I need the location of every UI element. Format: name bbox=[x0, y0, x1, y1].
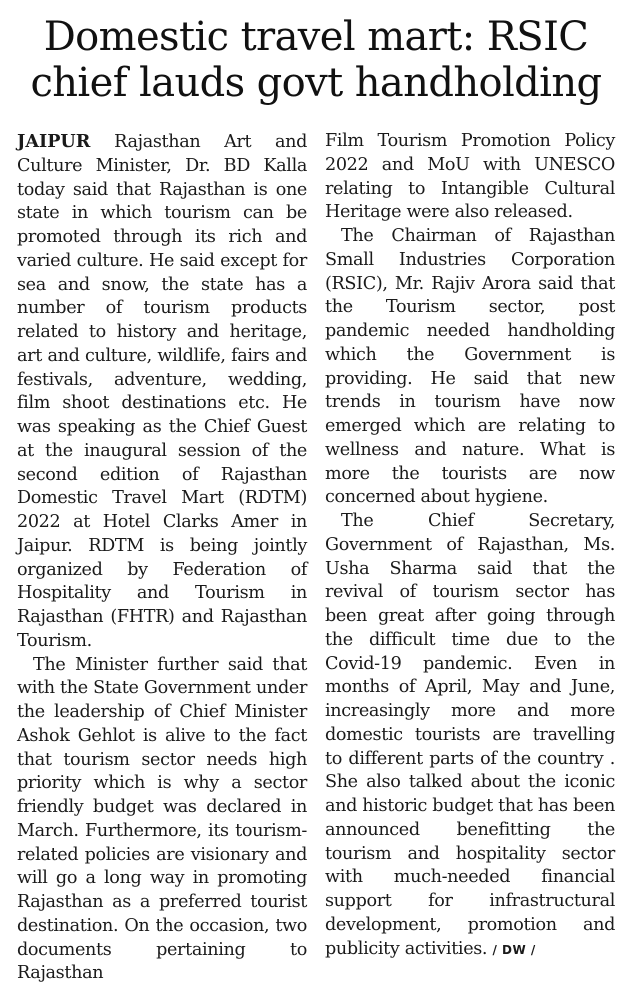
dateline: JAIPUR bbox=[17, 131, 90, 152]
article-body bbox=[17, 130, 615, 986]
headline-line-2: chief lauds govt handholding bbox=[17, 60, 615, 106]
paragraph-1-text: Rajasthan Art and Culture Minister, Dr. BD Kalla today said that Rajasthan is one state in which tourism can be promoted through its rich and varied culture. He said except for sea and snow, the state has a number of tourism products related to history and heritage, art and culture, wildlife, fairs and festivals, adventure, wedding, film shoot destinations etc. He was speaking as the Chief Guest at the inaugural session of the second edition of Rajasthan Domestic Travel Mart (RDTM) 2022 at Hotel Clarks Amer in Jaipur. RDTM is being jointly organized by Federation of Hospitality and Tourism in Rajasthan (FHTR) and Rajasthan Tourism. bbox=[17, 132, 307, 651]
byline: / DW / bbox=[492, 943, 535, 957]
paragraph-1 bbox=[17, 130, 307, 654]
headline-line-1: Domestic travel mart: RSIC bbox=[17, 14, 615, 60]
paragraph-2-continued: Film Tourism Promotion Policy 2022 and MoU with UNESCO relating to Intangible Cultural Heritage were also released. bbox=[325, 130, 615, 225]
column-left bbox=[17, 130, 307, 986]
paragraph-3: The Chairman of Rajasthan Small Industries Corporation (RSIC), Mr. Rajiv Arora said that the Tourism sector, post pandemic needed handholding which the Government is providing. He said that new trends in tourism have now emerged which are relating to wellness and nature. What is more the tourists are now concerned about hygiene. bbox=[325, 225, 615, 510]
paragraph-4 bbox=[325, 510, 615, 962]
column-right bbox=[325, 130, 615, 986]
headline bbox=[17, 14, 615, 106]
paragraph-2: The Minister further said that with the State Government under the leadership of Chief Minister Ashok Gehlot is alive to the fact that tourism sector needs high priority which is why a sector friendly budget was declared in March. Furthermore, its tourism-related policies are visionary and will go a long way in promoting Rajasthan as a preferred tourist destination. On the occasion, two documents pertaining to Rajasthan bbox=[17, 654, 307, 986]
paragraph-4-text: The Chief Secretary, Government of Rajasthan, Ms. Usha Sharma said that the revival of tourism sector has been great after going through the difficult time due to the Covid-19 pandemic. Even in months of April, May and June, increasingly more and more domestic tourists are travelling to different parts of the country . She also talked about the iconic and historic budget that has been announced benefitting the tourism and hospitality sector with much-needed financial support for infrastructural development, promotion and publicity activities. bbox=[325, 511, 615, 959]
